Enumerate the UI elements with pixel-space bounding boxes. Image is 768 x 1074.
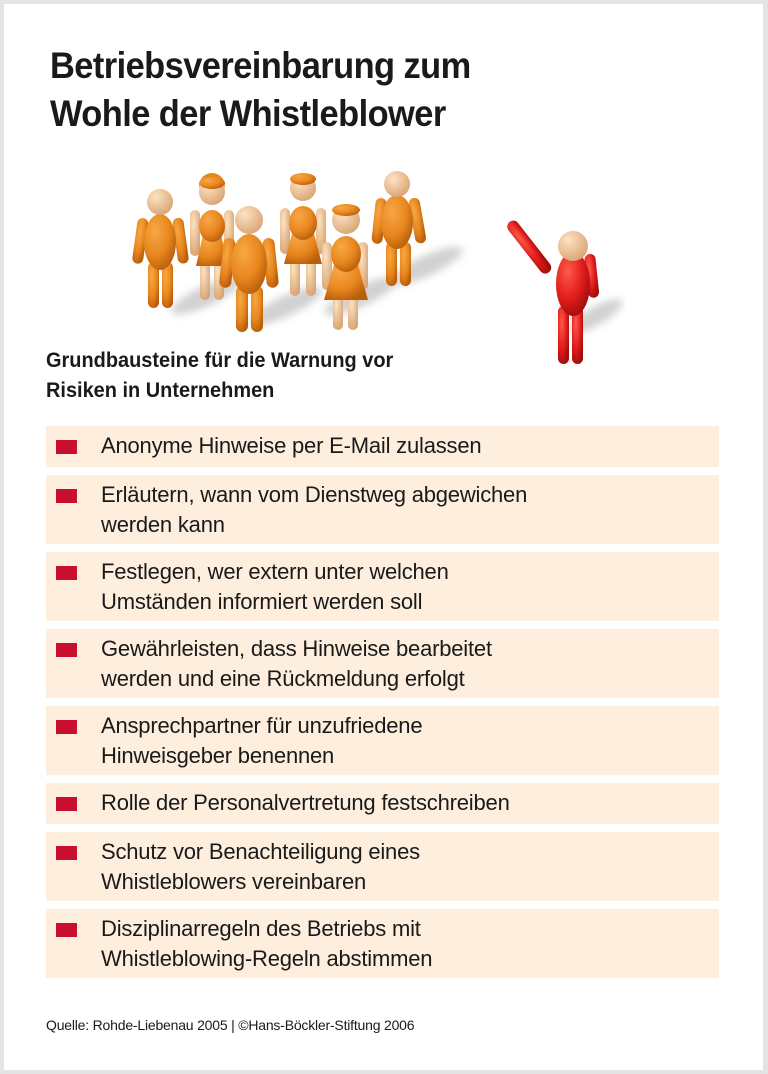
list-item-text: Festlegen, wer extern unter welchen — [101, 559, 449, 584]
list-item — [46, 832, 719, 901]
square-bullet-icon — [56, 846, 77, 860]
list-item — [46, 783, 719, 824]
square-bullet-icon — [56, 440, 77, 454]
section-subtitle — [46, 346, 393, 406]
figure-woman-2 — [280, 173, 326, 296]
square-bullet-icon — [56, 566, 77, 580]
list-item-text: Ansprechpartner für unzufriedene — [101, 713, 423, 738]
list-item-text: Hinweisgeber benennen — [101, 743, 335, 768]
list-item-text: werden kann — [101, 512, 225, 537]
list-item-text: Gewährleisten, dass Hinweise bearbeitet — [101, 636, 492, 661]
list-item — [46, 475, 719, 544]
source-credit: Quelle: Rohde-Liebenau 2005 | ©Hans-Böckler-Stiftung 2006 — [46, 1017, 415, 1033]
list-item-text: Anonyme Hinweise per E-Mail zulassen — [101, 433, 482, 458]
list-item — [46, 552, 719, 621]
list-item — [46, 706, 719, 775]
whistleblower-illustration — [126, 166, 626, 372]
title-line-2: Wohle der Whistleblower — [50, 93, 446, 134]
recommendation-list — [46, 426, 719, 986]
subtitle-line-2: Risiken in Unternehmen — [46, 379, 275, 402]
page-title — [50, 42, 471, 138]
title-line-1: Betriebsvereinbarung zum — [50, 45, 471, 86]
square-bullet-icon — [56, 720, 77, 734]
square-bullet-icon — [56, 797, 77, 811]
list-item-text: Erläutern, wann vom Dienstweg abgewichen — [101, 482, 528, 507]
figure-man-1 — [132, 189, 190, 308]
list-item — [46, 426, 719, 467]
list-item-text: Whistleblowers vereinbaren — [101, 869, 367, 894]
subtitle-line-1: Grundbausteine für die Warnung vor — [46, 349, 394, 372]
square-bullet-icon — [56, 489, 77, 503]
list-item — [46, 629, 719, 698]
list-item-text: Disziplinarregeln des Betriebs mit — [101, 916, 421, 941]
list-item — [46, 909, 719, 978]
list-item-text: Rolle der Personalvertretung festschreiben — [101, 790, 510, 815]
square-bullet-icon — [56, 923, 77, 937]
list-item-text: Umständen informiert werden soll — [101, 589, 423, 614]
square-bullet-icon — [56, 643, 77, 657]
list-item-text: Whistleblowing-Regeln abstimmen — [101, 946, 433, 971]
list-item-text: Schutz vor Benachteiligung eines — [101, 839, 420, 864]
figure-whistleblower — [505, 218, 600, 364]
list-item-text: werden und eine Rückmeldung erfolgt — [101, 666, 465, 691]
